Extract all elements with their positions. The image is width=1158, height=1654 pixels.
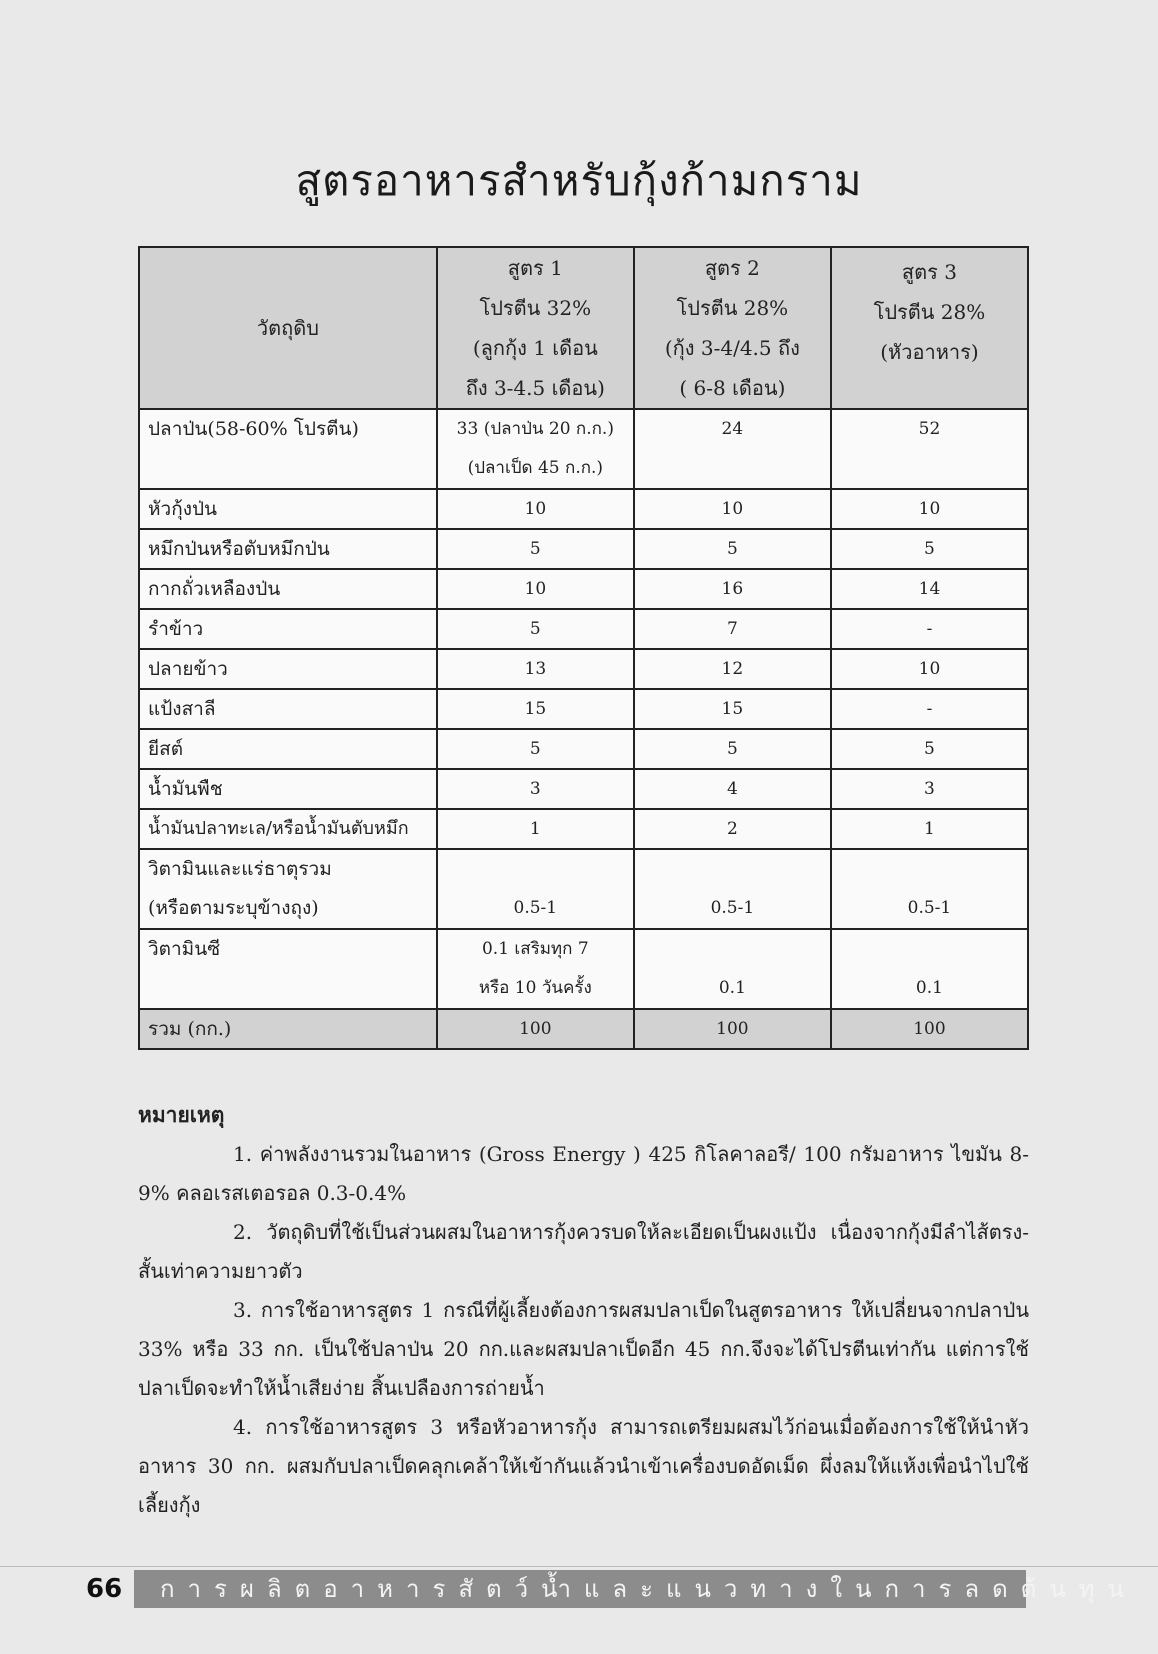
formula-2-value: 5 [634, 729, 831, 769]
ingredient-line: ปลาป่น(58-60% โปรตีน) [148, 418, 359, 440]
page-title: สูตรอาหารสำหรับกุ้งก้ามกราม [295, 156, 863, 205]
header-line: (หัวอาหาร) [880, 340, 979, 364]
table-row [139, 649, 1028, 689]
formula-1-value [437, 929, 634, 1009]
table-row [139, 729, 1028, 769]
formula-2-value: 0.5-1 [634, 849, 831, 929]
running-title: การผลิตอาหารสัตว์น้ำและแนวทางในการลดต้นทุน [134, 1570, 1026, 1608]
ingredient-name: แป้งสาลี [139, 689, 437, 729]
ingredient-name: หัวกุ้งป่น [139, 489, 437, 529]
value-line: หรือ 10 วันครั้ง [478, 978, 592, 998]
ingredient-name: วิตามินซี [139, 929, 437, 1009]
note-item: 1. ค่าพลังงานรวมในอาหาร (Gross Energy ) 425 กิโลคาลอรี/ 100 กรัมอาหาร ไขมัน 8-9% คลอเรสเตอรอล 0.3-0.4% [138, 1142, 1029, 1205]
formula-3-value: 5 [831, 529, 1028, 569]
ingredient-name: น้ำมันปลาทะเล/หรือน้ำมันตับหมึก [139, 809, 437, 849]
note-item: 4. การใช้อาหารสูตร 3 หรือหัวอาหารกุ้ง สามารถเตรียมผสมไว้ก่อนเมื่อต้องการใช้ให้นำหัวอาหาร 30 กก. ผสมกับปลาเป็ดคลุกเคล้าให้เข้ากันแล้วนำเข้าเครื่องบดอัดเม็ด ผึ่งลมให้แห้งเพื่อนำไปใช้เลี้ยงกุ้ง [138, 1415, 1029, 1517]
note-item: 2. วัตถุดิบที่ใช้เป็นส่วนผสมในอาหารกุ้งควรบดให้ละเอียดเป็นผงแป้ง เนื่องจากกุ้งมีลำไส้ตรง-สั้นเท่าความยาวตัว [138, 1220, 1029, 1283]
total-row [139, 1009, 1028, 1049]
table-row [139, 569, 1028, 609]
header-line: โปรตีน 28% [676, 296, 789, 320]
table-row [139, 409, 1028, 489]
header-line: (ลูกกุ้ง 1 เดือน [472, 336, 598, 360]
formula-1-value: 0.5-1 [437, 849, 634, 929]
formula-2-value: 10 [634, 489, 831, 529]
table-row [139, 809, 1028, 849]
formula-3-value: 52 [831, 409, 1028, 489]
formula-2-value: 15 [634, 689, 831, 729]
table-row [139, 849, 1028, 929]
ingredient-name: ยีสต์ [139, 729, 437, 769]
formula-3-value: - [831, 689, 1028, 729]
table-row [139, 609, 1028, 649]
note-item: 3. การใช้อาหารสูตร 1 กรณีที่ผู้เลี้ยงต้องการผสมปลาเป็ดในสูตรอาหาร ให้เปลี่ยนจากปลาป่น 33% หรือ 33 กก. เป็นใช้ปลาป่น 20 กก.และผสมปลาเป็ดอีก 45 กก.จึงจะได้โปรตีนเท่ากัน แต่การใช้ปลาเป็ดจะทำให้น้ำเสียง่าย สิ้นเปลืองการถ่ายน้ำ [138, 1298, 1029, 1400]
formula-3-value: 10 [831, 649, 1028, 689]
total-label: รวม (กก.) [139, 1009, 437, 1049]
value-line: 0.1 เสริมทุก 7 [481, 939, 589, 959]
formula-3-value: 0.1 [831, 929, 1028, 1009]
formula-1-value: 10 [437, 569, 634, 609]
ingredient-name: กากถั่วเหลืองป่น [139, 569, 437, 609]
header-formula-2 [634, 247, 831, 409]
formula-3-value: 0.5-1 [831, 849, 1028, 929]
formula-1-value: 5 [437, 529, 634, 569]
header-line: ถึง 3-4.5 เดือน) [465, 376, 605, 400]
formula-2-value: 12 [634, 649, 831, 689]
formula-2-value: 24 [634, 409, 831, 489]
formula-3-value: 3 [831, 769, 1028, 809]
table-row [139, 929, 1028, 1009]
formula-1-value [437, 409, 634, 489]
formula-1-value: 5 [437, 609, 634, 649]
formula-1-value: 5 [437, 729, 634, 769]
formula-3-value: 1 [831, 809, 1028, 849]
header-formula-1 [437, 247, 634, 409]
formula-3-value: - [831, 609, 1028, 649]
formula-2-value: 16 [634, 569, 831, 609]
formula-3-value: 14 [831, 569, 1028, 609]
total-formula-2: 100 [634, 1009, 831, 1049]
ingredient-name [139, 849, 437, 929]
feed-formula-table [138, 246, 1029, 1050]
ingredient-line: วิตามินและแร่ธาตุรวม [148, 858, 332, 880]
formula-2-value: 7 [634, 609, 831, 649]
table-row [139, 529, 1028, 569]
formula-1-value: 3 [437, 769, 634, 809]
formula-2-value: 2 [634, 809, 831, 849]
formula-3-value: 5 [831, 729, 1028, 769]
formula-2-value: 4 [634, 769, 831, 809]
table-row [139, 489, 1028, 529]
formula-1-value: 10 [437, 489, 634, 529]
formula-3-value: 10 [831, 489, 1028, 529]
formula-2-value: 0.1 [634, 929, 831, 1009]
formula-1-value: 13 [437, 649, 634, 689]
table-row [139, 769, 1028, 809]
header-line: ( 6-8 เดือน) [679, 376, 786, 400]
header-formula-3 [831, 247, 1028, 409]
table-header-row [139, 247, 1028, 409]
table-row [139, 689, 1028, 729]
header-ingredient: วัตถุดิบ [139, 247, 437, 409]
page-number: 66 [86, 1574, 123, 1604]
header-line: สูตร 2 [704, 256, 760, 280]
formula-2-value: 5 [634, 529, 831, 569]
header-line: (กุ้ง 3-4/4.5 ถึง [664, 336, 800, 360]
total-formula-1: 100 [437, 1009, 634, 1049]
ingredient-name: รำข้าว [139, 609, 437, 649]
total-formula-3: 100 [831, 1009, 1028, 1049]
formula-1-value: 1 [437, 809, 634, 849]
ingredient-name: น้ำมันพืช [139, 769, 437, 809]
ingredient-line: (หรือตามระบุข้างถุง) [148, 897, 319, 919]
header-line: สูตร 1 [507, 256, 563, 280]
value-line: (ปลาเป็ด 45 ก.ก.) [467, 458, 604, 478]
ingredient-name: หมึกป่นหรือตับหมึกป่น [139, 529, 437, 569]
page-footer [0, 1568, 1158, 1610]
footer-divider [0, 1566, 1158, 1567]
header-line: โปรตีน 28% [873, 300, 986, 324]
formula-1-value: 15 [437, 689, 634, 729]
notes-section [138, 1096, 1029, 1525]
ingredient-name [139, 409, 437, 489]
ingredient-name: ปลายข้าว [139, 649, 437, 689]
value-line: 33 (ปลาป่น 20 ก.ก.) [456, 419, 614, 439]
notes-heading: หมายเหตุ [138, 1103, 225, 1127]
header-line: โปรตีน 32% [479, 296, 592, 320]
header-line: สูตร 3 [901, 260, 957, 284]
